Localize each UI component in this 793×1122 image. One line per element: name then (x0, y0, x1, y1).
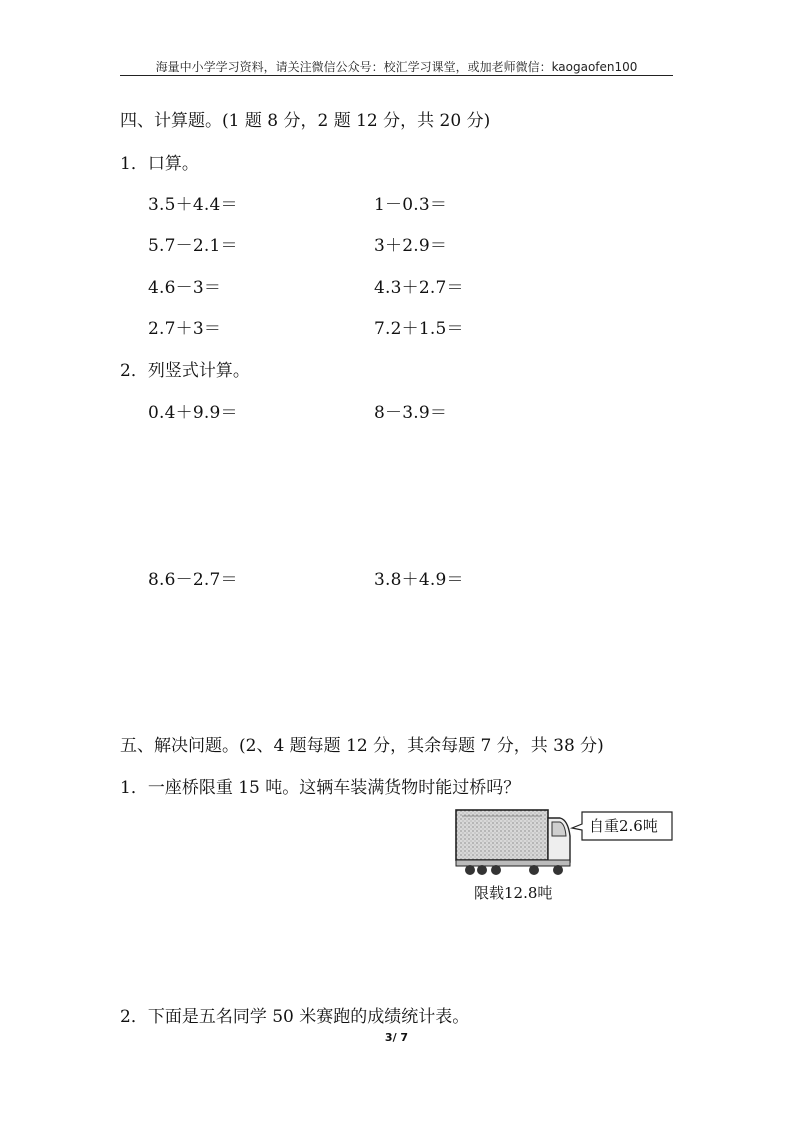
oral-calc-item: 1－0.3＝ (374, 195, 448, 215)
section-4-q2-label: 2．列竖式计算。 (120, 361, 250, 381)
oral-calc-item: 3.5＋4.4＝ (148, 195, 238, 215)
oral-calc-item: 7.2＋1.5＝ (374, 319, 464, 339)
vertical-calc-item: 0.4＋9.9＝ (148, 403, 238, 423)
section-5-q2-label: 2．下面是五名同学 50 米赛跑的成绩统计表。 (120, 1007, 470, 1027)
section-5-q1-label: 1．一座桥限重 15 吨。这辆车装满货物时能过桥吗？ (120, 778, 521, 798)
truck-figure (448, 806, 678, 906)
truck-weight-callout: 自重2.6吨 (589, 817, 658, 835)
truck-load-caption: 限载12.8吨 (474, 884, 553, 902)
oral-calc-item: 2.7＋3＝ (148, 319, 222, 339)
oral-calc-item: 5.7－2.1＝ (148, 236, 238, 256)
page-number: 3/ 7 (384, 1031, 409, 1044)
section-4-title: 四、计算题。(1 题 8 分，2 题 12 分，共 20 分) (120, 111, 491, 131)
header-divider (120, 75, 673, 76)
vertical-calc-item: 3.8＋4.9＝ (374, 570, 464, 590)
section-5-title: 五、解决问题。(2、4 题每题 12 分，其余每题 7 分，共 38 分) (120, 736, 604, 756)
vertical-calc-item: 8.6－2.7＝ (148, 570, 238, 590)
page-header: 海量中小学学习资料，请关注微信公众号：校汇学习课堂，或加老师微信：kaogaofen100 (155, 60, 638, 74)
oral-calc-item: 3＋2.9＝ (374, 236, 448, 256)
section-4-q1-label: 1．口算。 (120, 154, 199, 174)
oral-calc-item: 4.3＋2.7＝ (374, 278, 464, 298)
oral-calc-item: 4.6－3＝ (148, 278, 222, 298)
vertical-calc-item: 8－3.9＝ (374, 403, 448, 423)
